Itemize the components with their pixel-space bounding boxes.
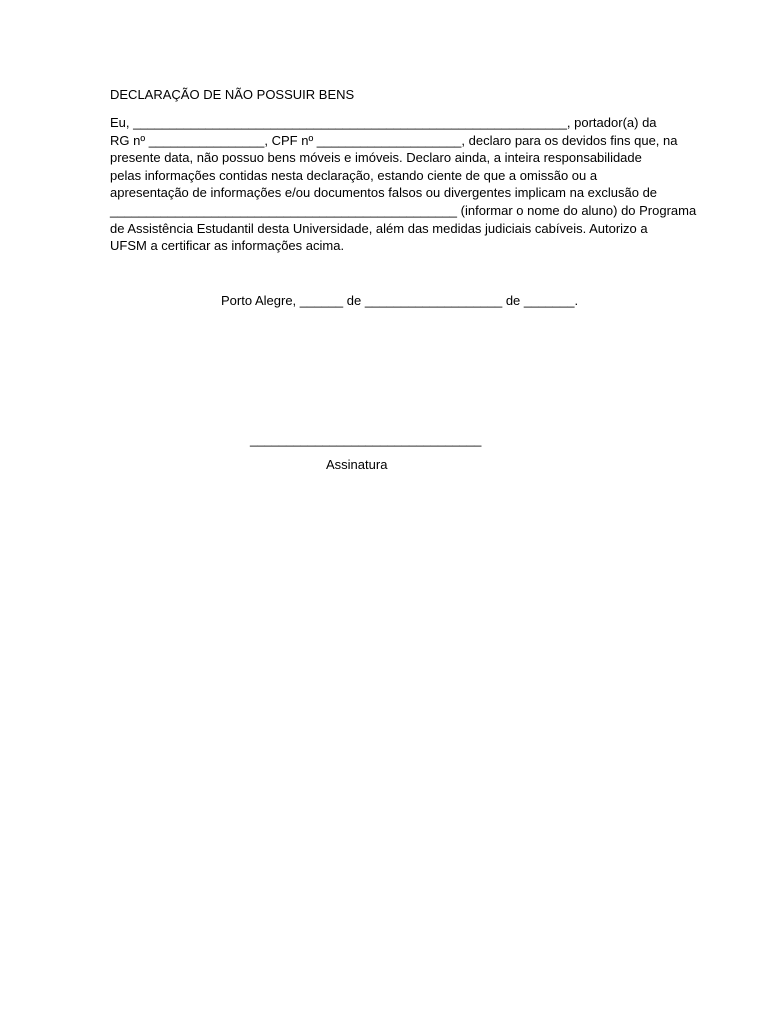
- paragraph-line-6: ________________________________________________ (informar o nome do aluno) do Programa: [110, 202, 697, 218]
- paragraph-line-1: Eu, ____________________________________________________________, portador(a) da: [110, 115, 657, 130]
- signature-line: ________________________________: [250, 432, 482, 447]
- paragraph-line-2: RG nº ________________, CPF nº ____________________, declaro para os devidos fins que, na: [110, 132, 678, 148]
- declaration-paragraph: [110, 114, 697, 255]
- signature-label: Assinatura: [326, 457, 388, 472]
- paragraph-line-4: pelas informações contidas nesta declaração, estando ciente de que a omissão ou a: [110, 167, 598, 183]
- paragraph-line-3: presente data, não possuo bens móveis e imóveis. Declaro ainda, a inteira responsabilidade: [110, 150, 642, 166]
- paragraph-line-8: UFSM a certificar as informações acima.: [110, 238, 345, 254]
- place-date-line: Porto Alegre, ______ de ___________________ de _______.: [221, 293, 579, 308]
- paragraph-line-7: de Assistência Estudantil desta Universidade, além das medidas judiciais cabíveis. Autorizo a: [110, 220, 648, 236]
- paragraph-line-5: apresentação de informações e/ou documentos falsos ou divergentes implicam na exclusão de: [110, 185, 658, 201]
- document-title: DECLARAÇÃO DE NÃO POSSUIR BENS: [110, 87, 355, 102]
